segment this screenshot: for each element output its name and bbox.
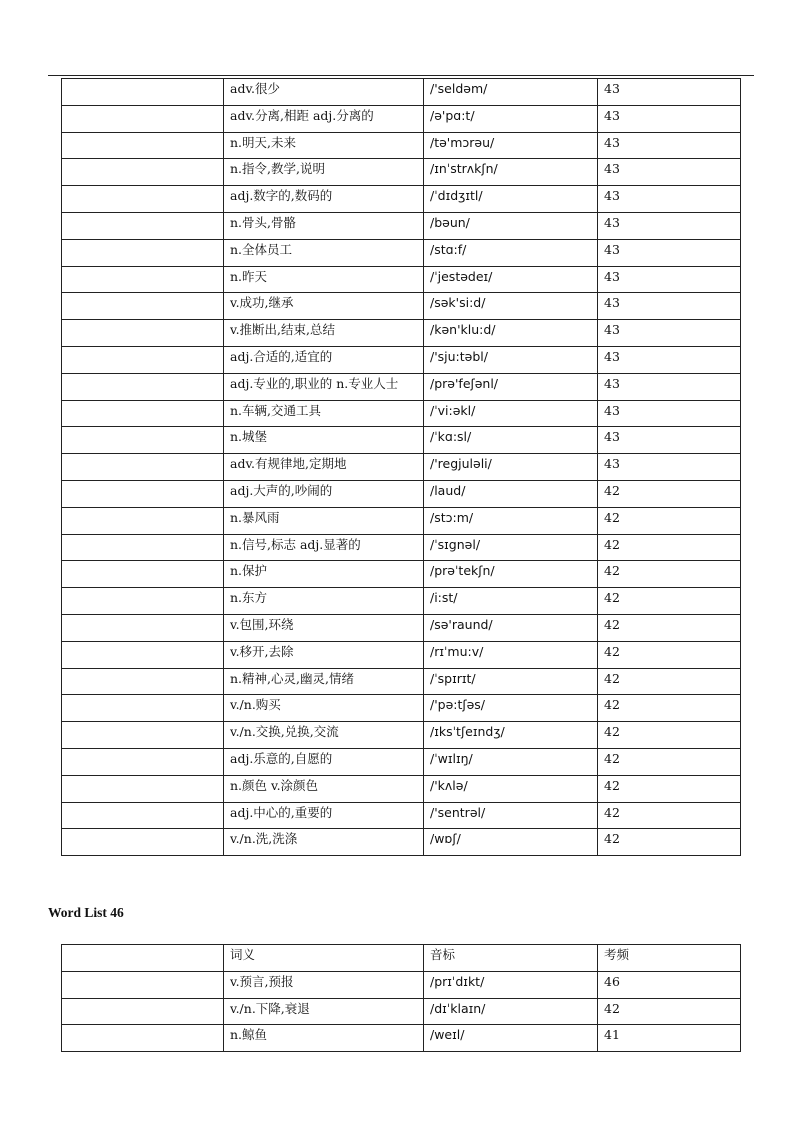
- word-cell: [62, 641, 224, 668]
- table-row: [62, 186, 741, 213]
- word-cell: [62, 998, 224, 1025]
- word-cell: [62, 427, 224, 454]
- frequency-cell: 43: [598, 320, 741, 347]
- meaning-cell: n.骨头,骨骼: [224, 212, 424, 239]
- word-cell: [62, 748, 224, 775]
- frequency-cell: 43: [598, 346, 741, 373]
- table-row: [62, 454, 741, 481]
- word-cell: [62, 507, 224, 534]
- frequency-cell: 42: [598, 561, 741, 588]
- phonetic-cell: /ə'pɑ:t/: [424, 105, 598, 132]
- table-row: [62, 668, 741, 695]
- meaning-cell: n.信号,标志 adj.显著的: [224, 534, 424, 561]
- phonetic-cell: /'sju:təbl/: [424, 346, 598, 373]
- phonetic-cell: /ɪksˈtʃeɪndʒ/: [424, 722, 598, 749]
- word-list-45-table: [61, 78, 741, 856]
- table-row: [62, 998, 741, 1025]
- meaning-cell: v.移开,去除: [224, 641, 424, 668]
- frequency-cell: 42: [598, 829, 741, 856]
- phonetic-cell: /wɒʃ/: [424, 829, 598, 856]
- word-cell: [62, 105, 224, 132]
- frequency-cell: 42: [598, 722, 741, 749]
- phonetic-cell: /tə'mɔrəu/: [424, 132, 598, 159]
- word-cell: [62, 668, 224, 695]
- word-cell: [62, 400, 224, 427]
- table-row: [62, 641, 741, 668]
- word-cell: [62, 320, 224, 347]
- table-row: [62, 588, 741, 615]
- meaning-cell: v./n.交换,兑换,交流: [224, 722, 424, 749]
- word-cell: [62, 561, 224, 588]
- phonetic-cell: /prəˈtekʃn/: [424, 561, 598, 588]
- table-row: [62, 159, 741, 186]
- word-cell: [62, 775, 224, 802]
- meaning-cell: v./n.购买: [224, 695, 424, 722]
- table-row: [62, 346, 741, 373]
- word-cell: [62, 293, 224, 320]
- phonetic-cell: /'kʌlə/: [424, 775, 598, 802]
- word-cell: [62, 266, 224, 293]
- table-row: [62, 373, 741, 400]
- meaning-cell: n.车辆,交通工具: [224, 400, 424, 427]
- frequency-cell: 43: [598, 159, 741, 186]
- frequency-cell: 42: [598, 534, 741, 561]
- word-cell: [62, 212, 224, 239]
- frequency-cell: 43: [598, 79, 741, 106]
- phonetic-cell: /ˈkɑ:sl/: [424, 427, 598, 454]
- frequency-cell: 43: [598, 212, 741, 239]
- phonetic-cell: /laud/: [424, 480, 598, 507]
- table-row: [62, 132, 741, 159]
- table-row: [62, 239, 741, 266]
- phonetic-cell: /ˈspɪrɪt/: [424, 668, 598, 695]
- phonetic-cell: /sək'si:d/: [424, 293, 598, 320]
- phonetic-cell: /'seldəm/: [424, 79, 598, 106]
- table-row: [62, 722, 741, 749]
- phonetic-cell: /stɔ:m/: [424, 507, 598, 534]
- word-cell: [62, 971, 224, 998]
- phonetic-cell: /ˈdɪdʒɪtl/: [424, 186, 598, 213]
- frequency-cell: 42: [598, 641, 741, 668]
- word-cell: [62, 159, 224, 186]
- phonetic-cell: /ˈwɪlɪŋ/: [424, 748, 598, 775]
- meaning-cell: v.成功,继承: [224, 293, 424, 320]
- frequency-cell: 42: [598, 614, 741, 641]
- table-row: [62, 293, 741, 320]
- meaning-cell: adj.乐意的,自愿的: [224, 748, 424, 775]
- word-cell: [62, 480, 224, 507]
- frequency-cell: 42: [598, 695, 741, 722]
- table-row: [62, 427, 741, 454]
- frequency-cell: 43: [598, 400, 741, 427]
- table-row: [62, 561, 741, 588]
- page-top-rule: [48, 75, 754, 76]
- table-row: [62, 775, 741, 802]
- meaning-cell: n.昨天: [224, 266, 424, 293]
- meaning-cell: adj.专业的,职业的 n.专业人士: [224, 373, 424, 400]
- frequency-cell: 41: [598, 1025, 741, 1052]
- word-cell: [62, 829, 224, 856]
- phonetic-cell: /ˈsɪgnəl/: [424, 534, 598, 561]
- frequency-cell: 42: [598, 480, 741, 507]
- frequency-cell: 43: [598, 105, 741, 132]
- word-cell: [62, 1025, 224, 1052]
- frequency-cell: 43: [598, 454, 741, 481]
- header-word: [62, 945, 224, 972]
- frequency-cell: 42: [598, 588, 741, 615]
- table-row: [62, 534, 741, 561]
- header-phonetic: 音标: [424, 945, 598, 972]
- word-cell: [62, 534, 224, 561]
- meaning-cell: v./n.下降,衰退: [224, 998, 424, 1025]
- frequency-cell: 42: [598, 748, 741, 775]
- meaning-cell: adv.很少: [224, 79, 424, 106]
- table-row: [62, 971, 741, 998]
- frequency-cell: 42: [598, 802, 741, 829]
- table-header-row: [62, 945, 741, 972]
- meaning-cell: v.包围,环绕: [224, 614, 424, 641]
- phonetic-cell: /ˈvi:əkl/: [424, 400, 598, 427]
- table-row: [62, 695, 741, 722]
- meaning-cell: n.明天,未来: [224, 132, 424, 159]
- table-row: [62, 320, 741, 347]
- header-frequency: 考频: [598, 945, 741, 972]
- meaning-cell: n.指令,教学,说明: [224, 159, 424, 186]
- word-cell: [62, 239, 224, 266]
- word-cell: [62, 614, 224, 641]
- table-row: [62, 480, 741, 507]
- frequency-cell: 42: [598, 998, 741, 1025]
- phonetic-cell: /rɪˈmu:v/: [424, 641, 598, 668]
- meaning-cell: n.暴风雨: [224, 507, 424, 534]
- frequency-cell: 46: [598, 971, 741, 998]
- meaning-cell: adj.中心的,重要的: [224, 802, 424, 829]
- table-row: [62, 266, 741, 293]
- table-row: [62, 400, 741, 427]
- phonetic-cell: /kən'klu:d/: [424, 320, 598, 347]
- phonetic-cell: /'regjuləli/: [424, 454, 598, 481]
- word-list-46-table: [61, 944, 741, 1052]
- word-cell: [62, 695, 224, 722]
- frequency-cell: 43: [598, 293, 741, 320]
- meaning-cell: adv.分离,相距 adj.分离的: [224, 105, 424, 132]
- phonetic-cell: /weɪl/: [424, 1025, 598, 1052]
- word-cell: [62, 722, 224, 749]
- meaning-cell: v.推断出,结束,总结: [224, 320, 424, 347]
- frequency-cell: 42: [598, 507, 741, 534]
- phonetic-cell: /sə'raund/: [424, 614, 598, 641]
- meaning-cell: n.颜色 v.涂颜色: [224, 775, 424, 802]
- table-row: [62, 79, 741, 106]
- phonetic-cell: /prɪˈdɪkt/: [424, 971, 598, 998]
- frequency-cell: 43: [598, 266, 741, 293]
- word-cell: [62, 79, 224, 106]
- table-row: [62, 802, 741, 829]
- phonetic-cell: /ˈjestədeɪ/: [424, 266, 598, 293]
- phonetic-cell: /ɪnˈstrʌkʃn/: [424, 159, 598, 186]
- meaning-cell: n.全体员工: [224, 239, 424, 266]
- phonetic-cell: /stɑ:f/: [424, 239, 598, 266]
- frequency-cell: 43: [598, 186, 741, 213]
- meaning-cell: n.东方: [224, 588, 424, 615]
- phonetic-cell: /'sentrəl/: [424, 802, 598, 829]
- table-row: [62, 748, 741, 775]
- word-cell: [62, 588, 224, 615]
- meaning-cell: n.鲸鱼: [224, 1025, 424, 1052]
- frequency-cell: 42: [598, 775, 741, 802]
- word-cell: [62, 132, 224, 159]
- meaning-cell: n.精神,心灵,幽灵,情绪: [224, 668, 424, 695]
- word-cell: [62, 346, 224, 373]
- word-cell: [62, 454, 224, 481]
- table-row: [62, 1025, 741, 1052]
- phonetic-cell: /prə'feʃənl/: [424, 373, 598, 400]
- phonetic-cell: /bəun/: [424, 212, 598, 239]
- table-row: [62, 829, 741, 856]
- word-cell: [62, 373, 224, 400]
- frequency-cell: 42: [598, 668, 741, 695]
- table-row: [62, 614, 741, 641]
- meaning-cell: adj.大声的,吵闹的: [224, 480, 424, 507]
- meaning-cell: adv.有规律地,定期地: [224, 454, 424, 481]
- frequency-cell: 43: [598, 132, 741, 159]
- meaning-cell: adj.合适的,适宜的: [224, 346, 424, 373]
- phonetic-cell: /dɪˈklaɪn/: [424, 998, 598, 1025]
- meaning-cell: n.城堡: [224, 427, 424, 454]
- word-cell: [62, 802, 224, 829]
- meaning-cell: adj.数字的,数码的: [224, 186, 424, 213]
- frequency-cell: 43: [598, 373, 741, 400]
- phonetic-cell: /'pə:tʃəs/: [424, 695, 598, 722]
- header-meaning: 词义: [224, 945, 424, 972]
- table-row: [62, 212, 741, 239]
- table-row: [62, 507, 741, 534]
- meaning-cell: v./n.洗,洗涤: [224, 829, 424, 856]
- frequency-cell: 43: [598, 427, 741, 454]
- phonetic-cell: /i:st/: [424, 588, 598, 615]
- meaning-cell: v.预言,预报: [224, 971, 424, 998]
- table-row: [62, 105, 741, 132]
- word-cell: [62, 186, 224, 213]
- frequency-cell: 43: [598, 239, 741, 266]
- meaning-cell: n.保护: [224, 561, 424, 588]
- word-list-46-heading: Word List 46: [48, 905, 124, 920]
